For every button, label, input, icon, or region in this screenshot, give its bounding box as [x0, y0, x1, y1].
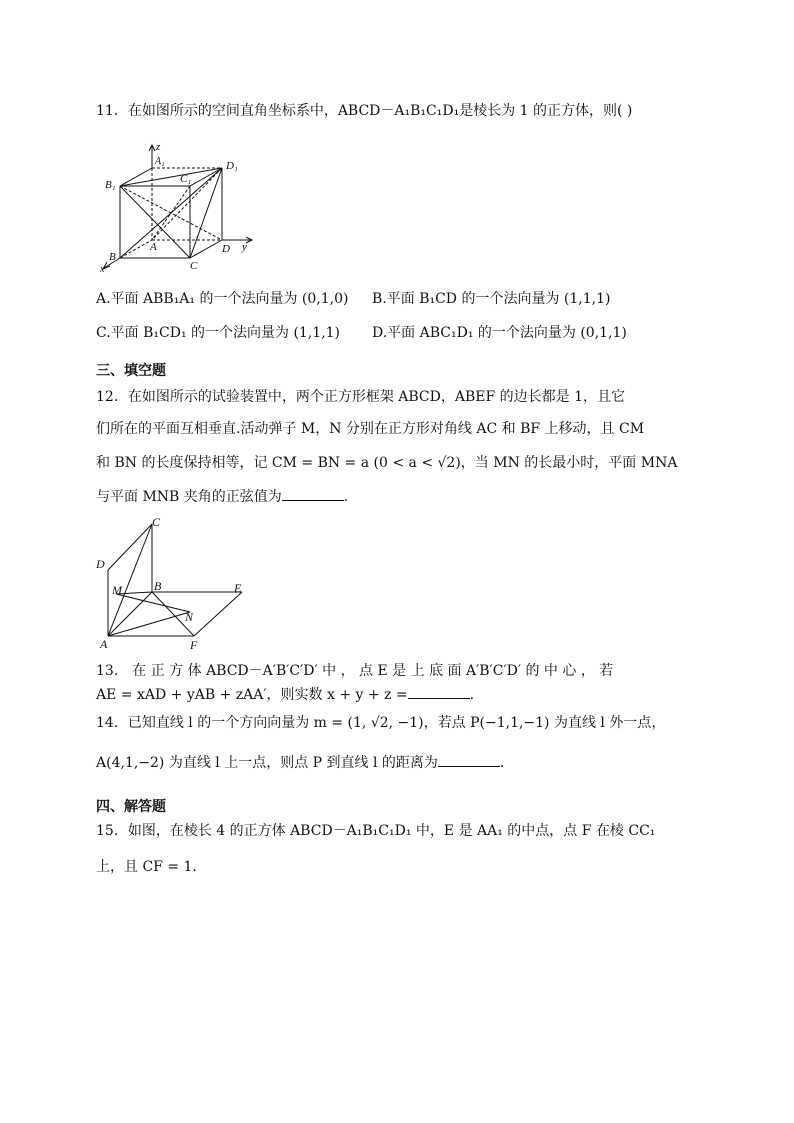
- q15-line-1: 15．如图，在棱长 4 的正方体 ABCD－A₁B₁C₁D₁ 中，E 是 AA₁ 的中点，点 F 在棱 CC₁: [96, 823, 656, 839]
- q12-line-4: [96, 486, 348, 506]
- label-x: x: [100, 264, 105, 272]
- label-d1: D₁: [226, 160, 238, 172]
- label-z: z: [156, 142, 161, 153]
- q15-line-2: 上，且 CF = 1.: [96, 859, 197, 875]
- frame-figure: [94, 514, 254, 654]
- q14-line-1: 14．已知直线 l 的一个方向向量为 m = (1, √2, −1)，若点 P(−1,1,−1) 为直线 l 外一点，: [96, 715, 666, 731]
- section-heading-fill-in: 三、填空题: [96, 363, 166, 379]
- label-b1: B₁: [105, 179, 116, 191]
- q11-option-b: B.平面 B₁CD 的一个法向量为 (1,1,1): [372, 291, 611, 307]
- q12-line-4-end: .: [343, 489, 349, 505]
- label-a: A: [100, 637, 108, 651]
- label-a1: A₁: [155, 156, 165, 167]
- q13-line-2-text: AE = xAD + yAB + zAA′，则实数 x + y + z =: [96, 687, 408, 703]
- label-a: A: [150, 241, 157, 253]
- q12-line-4-text: 与平面 MNB 夹角的正弦值为: [96, 489, 282, 505]
- label-n: N: [185, 610, 194, 624]
- label-c: C: [152, 515, 161, 529]
- q12-line-2: 们所在的平面互相垂直.活动弹子 M，N 分别在正方形对角线 AC 和 BF 上移动，且 CM: [96, 421, 645, 437]
- answer-blank: [408, 686, 470, 699]
- label-c: C: [190, 260, 198, 272]
- label-b: B: [154, 579, 162, 593]
- q14-line-2-end: .: [499, 755, 505, 771]
- label-d: D: [222, 243, 230, 255]
- label-e: E: [234, 581, 242, 595]
- q13-line-1: 13． 在 正 方 体 ABCD－A′B′C′D′ 中 ， 点 E 是 上 底 面 A′B′C′D′ 的 中 心 ， 若: [96, 663, 614, 679]
- q12-line-3: 和 BN 的长度保持相等，记 CM = BN = a (0 < a < √2)，当 MN 的长最小时，平面 MNA: [96, 455, 678, 471]
- answer-blank: [438, 754, 500, 767]
- label-f: F: [190, 638, 198, 652]
- q11-option-a: A.平面 ABB₁A₁ 的一个法向量为 (0,1,0): [96, 291, 349, 307]
- q12-line-1: 12．在如图所示的试验装置中，两个正方形框架 ABCD，ABEF 的边长都是 1，且它: [96, 389, 625, 405]
- label-m: M: [112, 583, 122, 597]
- answer-blank: [282, 488, 344, 501]
- q14-line-2-text: A(4,1,−2) 为直线 l 上一点，则点 P 到直线 l 的距离为: [96, 755, 438, 771]
- cube-figure: [92, 142, 262, 272]
- q11-option-d: D.平面 ABC₁D₁ 的一个法向量为 (0,1,1): [372, 325, 627, 341]
- label-y: y: [242, 241, 247, 253]
- q13-line-2-end: .: [469, 687, 475, 703]
- q13-line-2: [96, 684, 474, 704]
- label-b: B: [109, 251, 116, 263]
- label-c1: C₁: [180, 173, 192, 185]
- q11-stem: 11．在如图所示的空间直角坐标系中，ABCD－A₁B₁C₁D₁是棱长为 1 的正方体，则( ): [96, 103, 633, 119]
- q14-line-2: [96, 752, 504, 772]
- label-d: D: [96, 557, 105, 571]
- q11-option-c: C.平面 B₁CD₁ 的一个法向量为 (1,1,1): [96, 325, 341, 341]
- section-heading-solutions: 四、解答题: [96, 799, 166, 815]
